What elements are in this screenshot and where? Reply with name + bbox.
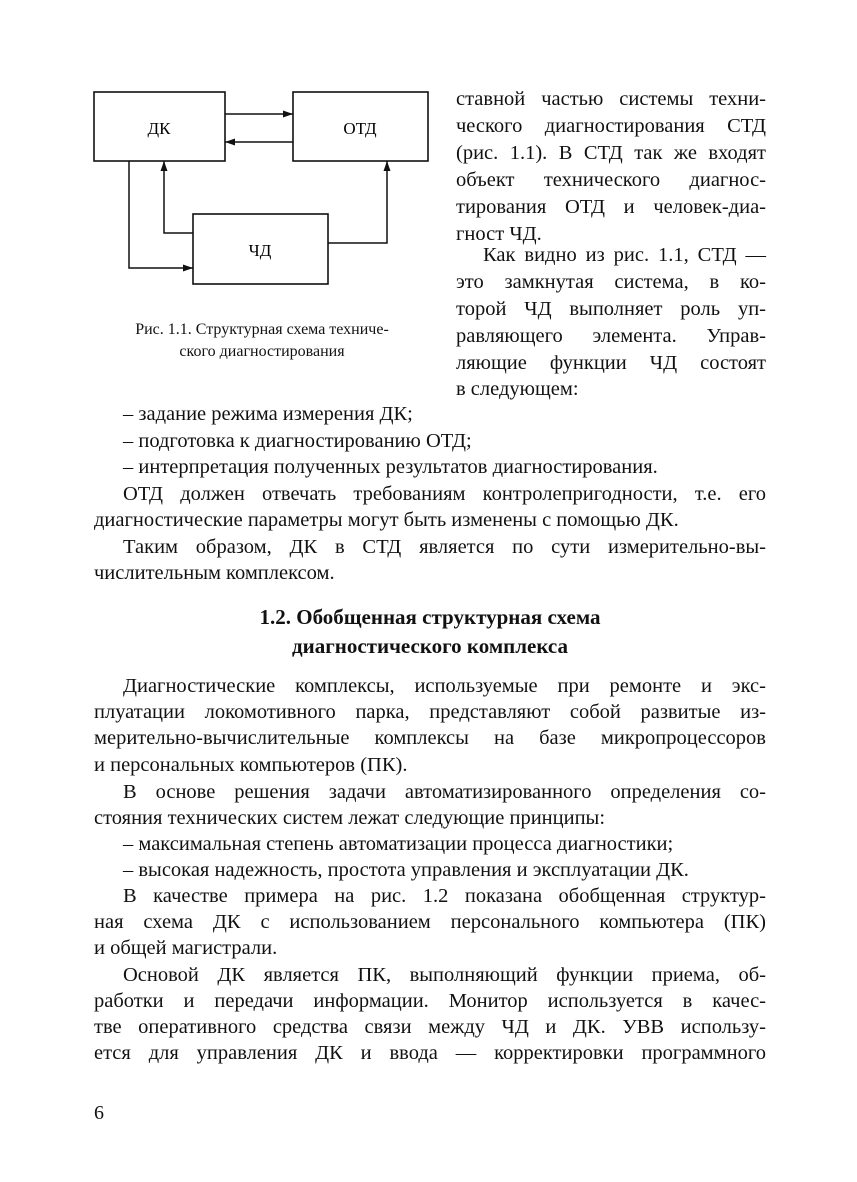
list-item: – задание режима измерения ДК;	[123, 403, 413, 425]
text-line: ставной частью системы техни-	[456, 88, 766, 110]
text-line: ется для управления ДК и ввода — корректировки программного	[94, 1042, 766, 1064]
text-line: и общей магистрали.	[94, 937, 278, 959]
text-line: равляющего элемента. Управ-	[456, 325, 766, 347]
figure-caption-line: Рис. 1.1. Структурная схема техниче-	[135, 321, 389, 338]
text-line: (рис. 1.1). В СТД так же входят	[456, 142, 766, 164]
text-line: стояния технических систем лежат следующие принципы:	[94, 807, 606, 829]
text-line: В качестве примера на рис. 1.2 показана обобщенная структур-	[123, 885, 766, 907]
text-line: в следующем:	[456, 378, 579, 400]
text-line: это замкнутая система, в ко-	[456, 271, 766, 293]
list-item: – интерпретация полученных результатов диагностирования.	[123, 456, 658, 478]
text-line: ОТД должен отвечать требованиям контролепригодности, т.е. его	[123, 483, 766, 505]
text-line: В основе решения задачи автоматизированного определения со-	[123, 781, 766, 803]
dk-box-label: ДК	[147, 119, 171, 138]
text-line: ляющие функции ЧД состоят	[456, 352, 766, 374]
text-line: торой ЧД выполняет роль уп-	[456, 298, 766, 320]
text-line: диагностические параметры могут быть изменены с помощью ДК.	[94, 509, 679, 531]
text-line: Как видно из рис. 1.1, СТД —	[483, 244, 766, 266]
text-line: и персональных компьютеров (ПК).	[94, 754, 408, 776]
text-line: ческого диагностирования СТД	[456, 115, 766, 137]
text-line: объект технического диагнос-	[456, 169, 766, 191]
text-line: работки и передачи информации. Монитор используется в качес-	[94, 990, 766, 1012]
text-line: ная схема ДК с использованием персонального компьютера (ПК)	[94, 911, 766, 933]
arrow-chd-to-otd	[328, 161, 387, 243]
section-title: 1.2. Обобщенная структурная схема	[259, 605, 601, 629]
list-item: – подготовка к диагностированию ОТД;	[123, 430, 472, 452]
figure-caption-line: ского диагностирования	[179, 343, 345, 360]
page-number: 6	[94, 1102, 104, 1124]
arrow-dk-to-chd	[129, 161, 193, 268]
text-line: мерительно-вычислительные комплексы на базе микропроцессоров	[94, 727, 766, 749]
text-line: Диагностические комплексы, используемые при ремонте и экс-	[123, 675, 766, 697]
section-title: диагностического комплекса	[291, 634, 568, 658]
structure-diagram	[0, 0, 440, 290]
list-item: – максимальная степень автоматизации процесса диагностики;	[123, 833, 674, 855]
text-line: гност ЧД.	[456, 223, 542, 245]
chd-box-label: ЧД	[248, 241, 272, 260]
text-line: числительным комплексом.	[94, 562, 335, 584]
text-line: тирования ОТД и человек-диа-	[456, 196, 766, 218]
text-line: Таким образом, ДК в СТД является по сути измерительно-вы-	[123, 536, 766, 558]
text-line: тве оперативного средства связи между ЧД и ДК. УВВ использу-	[94, 1016, 766, 1038]
text-line: плуатации локомотивного парка, представляют собой развитые из-	[94, 701, 766, 723]
list-item: – высокая надежность, простота управления и эксплуатации ДК.	[123, 859, 689, 881]
text-line: Основой ДК является ПК, выполняющий функции приема, об-	[123, 964, 766, 986]
arrow-chd-to-dk	[164, 161, 193, 233]
otd-box-label: ОТД	[343, 119, 377, 138]
